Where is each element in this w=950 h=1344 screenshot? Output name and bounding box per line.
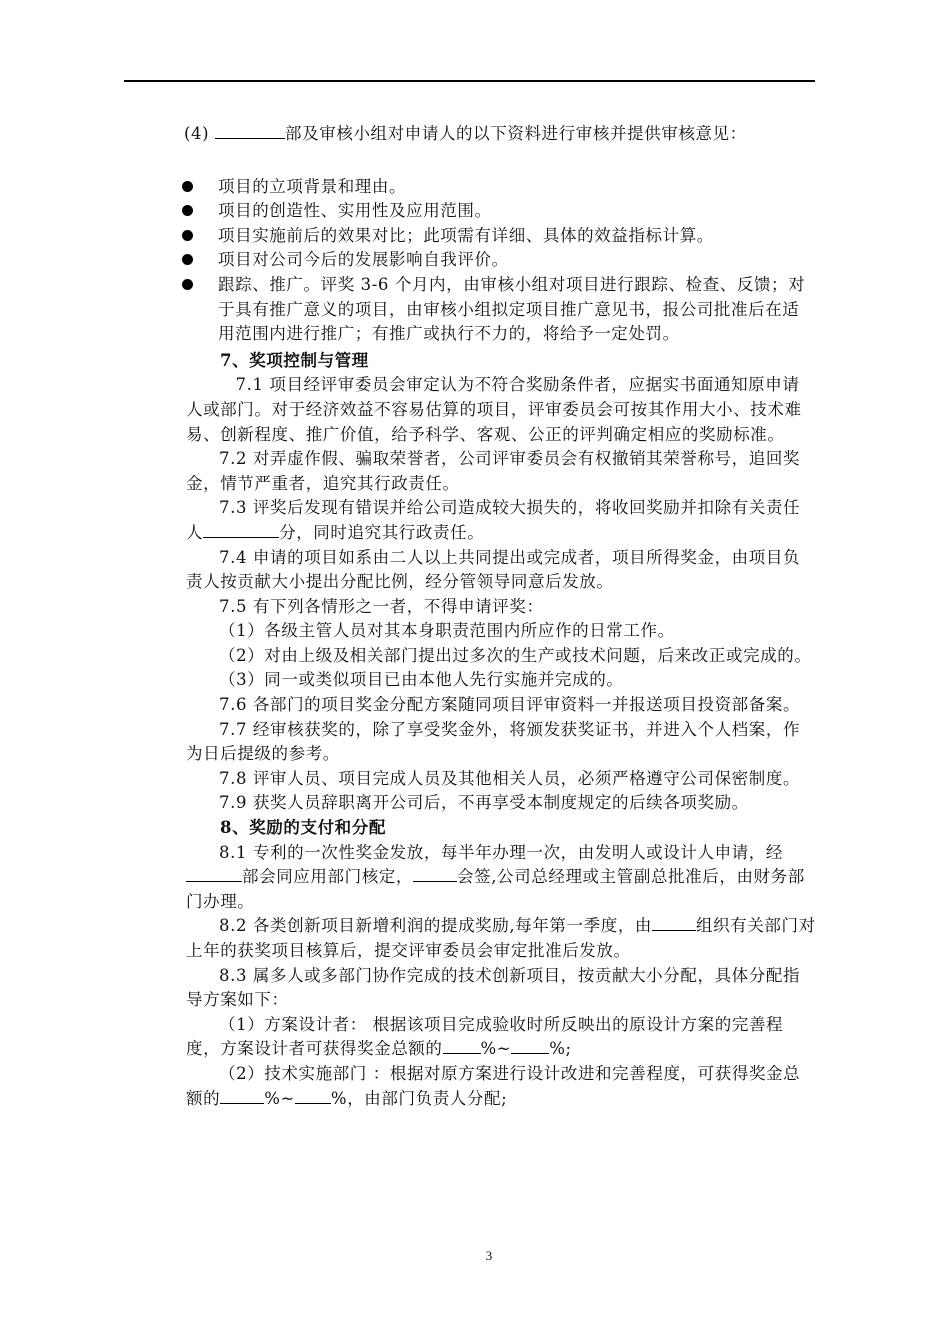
list-item: 项目的立项背景和理由。 (186, 175, 816, 200)
blank-field (220, 1089, 264, 1104)
paragraph-7-8: 7.8 评审人员、项目完成人员及其他相关人员，必须严格遵守公司保密制度。 (219, 768, 801, 788)
paragraph-7-4: 7.4 申请的项目如系由二人以上共同提出或完成者，项目所得奖金，由项目负责人按贡献大小提出分配比例，经分管领导同意后发放。 (186, 547, 801, 592)
blank-field (295, 1089, 331, 1104)
paragraph-7-3: 7.3 评奖后发现有错误并给公司造成较大损失的，将收回奖励并扣除有关责任人 分，同时追究其行政责任。 (186, 498, 801, 542)
paragraph-8-3-2: （2）技术实施部门 ：根据对原方案进行设计改进和完善程度，可获得奖金总额的 %~ %，由部门负责人分配; (186, 1063, 801, 1108)
list-item: 项目实施前后的效果对比；此项需有详细、具体的效益指标计算。 (186, 224, 816, 249)
bullet-icon (182, 205, 193, 216)
paragraph-7-9: 7.9 获奖人员辞职离开公司后，不再享受本制度规定的后续各项奖励。 (219, 793, 749, 813)
paragraph-7-5-2: （2）对由上级及相关部门提出过多次的生产或技术问题，后来改正或完成的。 (219, 645, 812, 665)
document-body (186, 122, 816, 1111)
intro-number: (4) (184, 124, 210, 143)
blank-field (511, 1039, 549, 1054)
list-item: 跟踪、推广。评奖 3-6 个月内，由审核小组对项目进行跟踪、检查、反馈；对于具有推广意义的项目，由审核小组拟定项目推广意见书，报公司批准后在适用范围内进行推广；有推广或执行不力的，将给予一定处罚。 (186, 273, 816, 347)
bullet-icon (182, 230, 193, 241)
bullet-icon (182, 279, 193, 290)
paragraph-7-1: 7.1 项目经评审委员会审定认为不符合奖励条件者，应据实书面通知原申请人或部门。对于经济效益不容易估算的项目，评审委员会可按其作用大小、技术难易、创新程度、推广价值，给予科学、客观、公正的评判确定相应的奖励标准。 (186, 375, 802, 444)
paragraph-7-5-1: （1）各级主管人员对其本身职责范围内所应作的日常工作。 (219, 621, 675, 641)
paragraph-8-2: 8.2 各类创新项目新增利润的提成奖励,每年第一季度，由 组织有关部门对上年的获奖项目核算后，提交评审委员会审定批准后发放。 (186, 916, 816, 960)
blank-field (215, 124, 285, 139)
paragraph-7-7: 7.7 经审核获奖的，除了享受奖金外，将颁发获奖证书，并进入个人档案，作为日后提级的参考。 (186, 719, 801, 764)
header-rule (124, 80, 815, 82)
bullet-icon (182, 254, 193, 265)
bullet-list (186, 175, 816, 347)
paragraph-7-2: 7.2 对弄虚作假、骗取荣誉者，公司评审委员会有权撤销其荣誉称号，追回奖金，情节严重者，追究其行政责任。 (186, 449, 801, 493)
page-number: 3 (485, 1248, 493, 1263)
intro-text: 部及审核小组对申请人的以下资料进行审核并提供审核意见： (285, 124, 747, 143)
blank-field (413, 867, 457, 882)
list-item: 项目对公司今后的发展影响自我评价。 (186, 248, 816, 273)
paragraph-8-3: 8.3 属多人或多部门协作完成的技术创新项目，按贡献大小分配，具体分配指导方案如下： (186, 965, 801, 1010)
paragraph-7-5: 7.5 有下列各情形之一者，不得申请评奖： (219, 596, 544, 616)
blank-field (203, 523, 279, 538)
paragraph-7-6: 7.6 各部门的项目奖金分配方案随同项目评审资料一并报送项目投资部备案。 (219, 695, 801, 715)
section-heading-8: 8、奖励的支付和分配 (220, 818, 386, 838)
blank-field (186, 867, 242, 882)
section-heading-7: 7、奖项控制与管理 (220, 350, 369, 370)
list-item: 项目的创造性、实用性及应用范围。 (186, 199, 816, 224)
intro-paragraph (184, 122, 816, 147)
paragraph-8-3-1: （1）方案设计者： 根据该项目完成验收时所反映出的原设计方案的完善程度，方案设计者可获得奖金总额的 %~ %; (186, 1014, 784, 1059)
blank-field (652, 916, 696, 931)
paragraph-8-1: 8.1 专利的一次性奖金发放，每半年办理一次，由发明人或设计人申请，经部会同应用部门核定， 会签,公司总经理或主管副总批准后，由财务部门办理。 (186, 842, 805, 911)
blank-field (443, 1039, 481, 1054)
bullet-icon (182, 181, 193, 192)
paragraph-7-5-3: （3）同一或类似项目已由本他人先行实施并完成的。 (219, 670, 624, 690)
